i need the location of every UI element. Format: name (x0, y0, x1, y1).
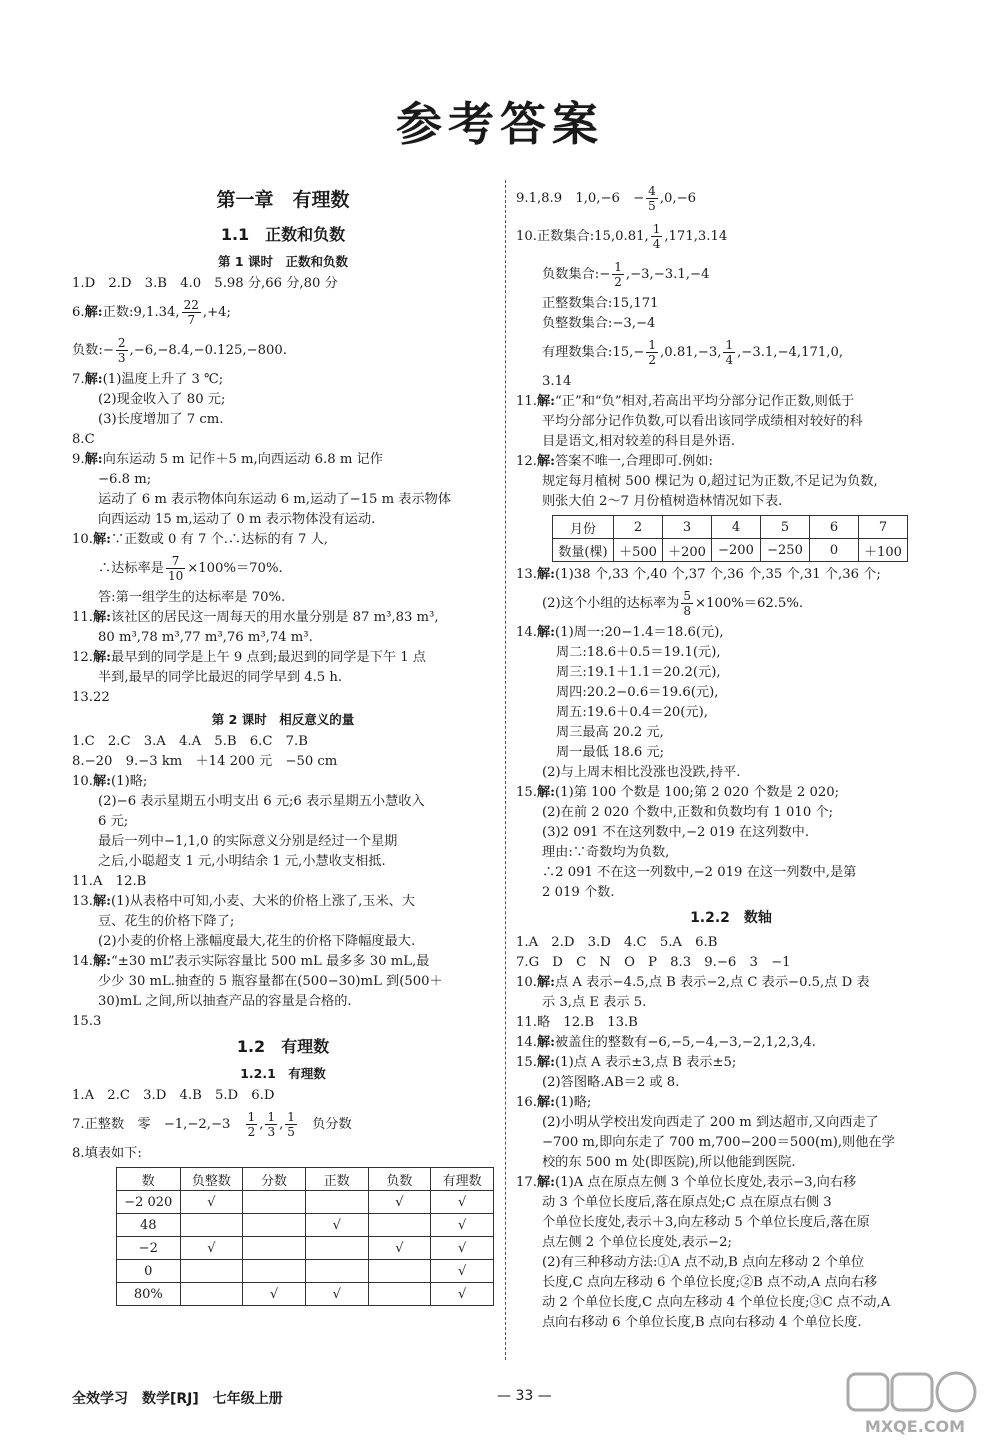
planting-table (552, 515, 908, 562)
table-cell: √ (431, 1283, 494, 1306)
answer-line: 动 3 个单位长度后,落在原点处;C 点在原点右侧 3 (542, 1195, 832, 1210)
table-cell (180, 1283, 243, 1306)
fraction: $\frac{22}{7}$ (183, 298, 199, 327)
table-header-row (553, 516, 908, 539)
answer-line: 30)mL 之间,所以抽查产品的容量是合格的. (98, 994, 352, 1009)
answer-line: 1.A 2.C 3.D 4.B 5.D 6.D (72, 1088, 275, 1103)
answer-line: 负整数集合:−3,−4 (542, 316, 656, 331)
table-cell (243, 1214, 306, 1237)
table-cell (180, 1214, 243, 1237)
watermark-logo (840, 1370, 990, 1440)
answer-line: ∴达标率是 $\frac{7}{10}$ ×100%＝70%. (98, 554, 283, 583)
answer-line: 9.1,8.9 1,0,−6 − $\frac{4}{5}$ ,0,−6 (516, 184, 697, 213)
answer-line: 8.−20 9.−3 km ＋14 200 元 −50 cm (72, 754, 338, 769)
lesson-heading-2: 第 2 课时 相反意义的量 (211, 712, 355, 727)
answer-line: 示 3,点 E 表示 5. (542, 995, 647, 1010)
table-header-cell: 数 (117, 1168, 181, 1191)
table-cell (305, 1191, 368, 1214)
answer-line: −6.8 m; (98, 472, 152, 487)
answer-line: 正整数集合:15,171 (542, 296, 659, 311)
page-title: 参考答案 (396, 97, 604, 151)
answer-line: 15.解:(1)点 A 表示±3,点 B 表示±5; (516, 1055, 737, 1070)
table-header-cell: 正数 (305, 1168, 368, 1191)
answer-line: 10.解:(1)略; (72, 774, 148, 789)
answer-line: 周四:20.2−0.6＝19.6(元), (556, 685, 719, 700)
answer-line: 10.正数集合:15,0.81, $\frac{1}{4}$ ,171,3.14 (516, 222, 728, 251)
answer-line: 17.解:(1)A 点在原点左侧 3 个单位长度处,表示−3,向右移 (516, 1175, 857, 1190)
table-header-cell: 4 (712, 516, 761, 539)
answer-line: 8.C (72, 432, 95, 447)
table-cell: 0 (810, 539, 859, 562)
answer-line: 豆、花生的价格下降了; (98, 914, 235, 929)
table-cell: √ (431, 1260, 494, 1283)
answer-line: 则张大伯 2～7 月份植树造林情况如下表. (542, 494, 783, 509)
table-cell: ＋100 (859, 539, 908, 562)
answer-line: 7.正整数 零 −1,−2,−3 $\frac{1}{2}$ , $\frac{1}{3}$ , $\frac{1}{5}$ 负分数 (72, 1110, 352, 1139)
answer-line: 13.22 (72, 690, 110, 705)
table-cell: √ (431, 1237, 494, 1260)
answer-line: (2)小麦的价格上涨幅度最大,花生的价格下降幅度最大. (98, 934, 416, 949)
book-title: 全效学习 数学[RJ] 七年级上册 (72, 1391, 283, 1407)
fraction: $\frac{1}{2}$ (247, 1110, 256, 1139)
answer-line: (2)这个小组的达标率为 $\frac{5}{8}$ ×100%＝62.5%. (542, 589, 804, 618)
fraction: $\frac{7}{10}$ (167, 554, 184, 583)
answer-line: 个单位长度处,表示＋3,向左移动 5 个单位长度后,落在原 (542, 1215, 870, 1230)
answer-line: 少少 30 mL.抽查的 5 瓶容量都在(500−30)mL 到(500＋ (98, 974, 443, 989)
answer-line: 15.3 (72, 1014, 102, 1029)
answer-line: (2)在前 2 020 个数中,正数和负数均有 1 010 个; (542, 805, 834, 820)
answer-line: (2)答图略.AB＝2 或 8. (542, 1075, 680, 1090)
answer-line: 11.A 12.B (72, 874, 147, 889)
answer-line: 16.解:(1)略; (516, 1095, 592, 1110)
table-cell (305, 1237, 368, 1260)
answer-line: 周三最高 20.2 元, (556, 725, 664, 740)
answer-line: 9.解:向东运动 5 m 记作＋5 m,向西运动 6.8 m 记作 (72, 452, 383, 467)
section-heading-1-2: 1.2 有理数 (236, 1037, 330, 1056)
answer-line: (2)现金收入了 80 元; (98, 392, 226, 407)
answer-line: 答:第一组学生的达标率是 70%. (98, 590, 286, 605)
table-header-cell: 7 (859, 516, 908, 539)
answer-line: 11.略 12.B 13.B (516, 1015, 638, 1030)
left-column (72, 180, 494, 1309)
table-header-cell: 月份 (553, 516, 614, 539)
table-header-cell: 负数 (368, 1168, 431, 1191)
classification-table (116, 1167, 494, 1306)
table-cell: −2 (117, 1237, 181, 1260)
answer-line: 7.G D C N O P 8.3 9.−6 3 −1 (516, 955, 791, 970)
table-row (117, 1214, 494, 1237)
table-cell: √ (431, 1214, 494, 1237)
table-row (117, 1283, 494, 1306)
fraction: $\frac{1}{2}$ (614, 260, 622, 289)
section-heading-1-1: 1.1 正数和负数 (220, 225, 346, 244)
table-cell: ＋500 (614, 539, 663, 562)
table-row (117, 1237, 494, 1260)
subsection-heading-1-2-2: 1.2.2 数轴 (690, 910, 772, 926)
answer-line: 最后一列中−1,1,0 的实际意义分别是经过一个星期 (98, 834, 398, 849)
answer-line: (3)2 091 不在这列数中,−2 019 在这列数中. (542, 825, 810, 840)
answer-line: 向西运动 15 m,运动了 0 m 表示物体没有运动. (98, 512, 376, 527)
answer-line: 6 元; (98, 814, 129, 829)
table-cell (243, 1191, 306, 1214)
table-cell (368, 1283, 431, 1306)
table-cell: 48 (117, 1214, 181, 1237)
table-cell: √ (305, 1283, 368, 1306)
answer-line: 14.解:被盖住的整数有−6,−5,−4,−3,−2,1,2,3,4. (516, 1035, 816, 1050)
table-header-cell: 2 (614, 516, 663, 539)
table-row (553, 539, 908, 562)
right-column (516, 180, 946, 1333)
fraction: $\frac{2}{3}$ (117, 336, 126, 365)
answer-line: 1.D 2.D 3.B 4.0 5.98 分,66 分,80 分 (72, 276, 338, 291)
answer-line: 14.解:“±30 mL”表示实际容量比 500 mL 最多多 30 mL,最 (72, 954, 430, 969)
answer-line: −700 m,即向东走了 700 m,700−200＝500(m),则他在学 (542, 1135, 895, 1150)
answer-line: (3)长度增加了 7 cm. (98, 412, 224, 427)
answer-line: 目是语文,相对较差的科目是外语. (542, 434, 736, 449)
answer-line: (2)小明从学校出发向西走了 200 m 到达超市,又向西走了 (542, 1115, 879, 1130)
answer-line: 点左侧 2 个单位长度处,表示−2; (542, 1235, 732, 1250)
fraction: $\frac{5}{8}$ (683, 589, 692, 618)
answer-line: 1.C 2.C 3.A 4.A 5.B 6.C 7.B (72, 734, 308, 749)
table-cell: −250 (761, 539, 810, 562)
answer-line: 12.解:答案不唯一,合理即可.例如: (516, 454, 713, 469)
answer-line: 周五:19.6＋0.4＝20(元), (556, 705, 708, 720)
table-cell: √ (431, 1191, 494, 1214)
answer-line: 有理数集合:15,− $\frac{1}{2}$ ,0.81,−3, $\frac{1}{4}$ ,−3.1,−4,171,0, (542, 338, 844, 367)
page-footer (72, 1388, 952, 1412)
answer-line: 11.解:该社区的居民这一周每天的用水量分别是 87 m³,83 m³, (72, 610, 439, 625)
answer-line: 6.解:正数:9,1.34, $\frac{22}{7}$ ,+4; (72, 298, 231, 327)
answer-line: 10.解:∵正数或 0 有 7 个.∴达标的有 7 人, (72, 532, 329, 547)
table-cell: −2 020 (117, 1191, 181, 1214)
table-cell (368, 1214, 431, 1237)
table-cell: 数量(棵) (553, 539, 614, 562)
table-cell (243, 1260, 306, 1283)
table-header-row (117, 1168, 494, 1191)
fraction: $\frac{1}{2}$ (648, 338, 657, 367)
table-header-cell: 3 (663, 516, 712, 539)
table-cell: ＋200 (663, 539, 712, 562)
table-cell: √ (180, 1191, 243, 1214)
answer-line: 规定每月植树 500 棵记为 0,超过记为正数,不足记为负数, (542, 474, 878, 489)
table-row (117, 1191, 494, 1214)
table-header-cell: 6 (810, 516, 859, 539)
answer-line: 7.解:(1)温度上升了 3 ℃; (72, 372, 224, 387)
table-cell: −200 (712, 539, 761, 562)
answer-line: 10.解:点 A 表示−4.5,点 B 表示−2,点 C 表示−0.5,点 D 表 (516, 975, 870, 990)
answer-line: 3.14 (542, 374, 572, 389)
table-cell: √ (368, 1191, 431, 1214)
answer-line: 11.解:“正”和“负”相对,若高出平均分部分记作正数,则低于 (516, 394, 855, 409)
answer-line: 14.解:(1)周一:20−1.4＝18.6(元), (516, 625, 724, 640)
fraction: $\frac{1}{5}$ (287, 1110, 295, 1139)
answer-line: 半到,最早的同学比最迟的同学早到 4.5 h. (98, 670, 343, 685)
table-cell: √ (243, 1283, 306, 1306)
table-header-cell: 5 (761, 516, 810, 539)
answer-line: (2)有三种移动方法:①A 点不动,B 点向左移动 2 个单位 (542, 1255, 865, 1270)
answer-line: 理由:∵奇数均为负数, (542, 845, 670, 860)
fraction: $\frac{1}{3}$ (267, 1110, 276, 1139)
lesson-heading-1: 第 1 课时 正数和负数 (218, 254, 348, 269)
answer-line: 80 m³,78 m³,77 m³,76 m³,74 m³. (98, 630, 313, 645)
table-cell: 80% (117, 1283, 181, 1306)
answer-line: 13.解:(1)从表格中可知,小麦、大米的价格上涨了,玉米、大 (72, 894, 416, 909)
answer-line: 负数集合:− $\frac{1}{2}$ ,−3,−3.1,−4 (542, 260, 710, 289)
answer-line: 12.解:最早到的同学是上午 9 点到;最迟到的同学是下午 1 点 (72, 650, 426, 665)
table-cell: √ (305, 1214, 368, 1237)
answer-line: 周二:18.6＋0.5＝19.1(元), (556, 645, 721, 660)
table-cell: √ (180, 1237, 243, 1260)
answer-line: 周三:19.1＋1.1＝20.2(元), (556, 665, 721, 680)
answer-line: (2)与上周末相比没涨也没跌,持平. (542, 765, 741, 780)
subsection-heading-1-2-1: 1.2.1 有理数 (240, 1066, 326, 1081)
answer-line: (2)−6 表示星期五小明支出 6 元;6 表示星期五小慧收入 (98, 794, 425, 809)
answer-line: 点向右移动 6 个单位长度,B 点向右移动 4 个单位长度. (542, 1315, 862, 1330)
table-cell (243, 1237, 306, 1260)
svg-text:MXQE.COM: MXQE.COM (864, 1417, 966, 1436)
page-number: — 33 — (497, 1388, 552, 1404)
table-cell (368, 1260, 431, 1283)
table-header-cell: 有理数 (431, 1168, 494, 1191)
answer-line: 运动了 6 m 表示物体向东运动 6 m,运动了−15 m 表示物体 (98, 492, 452, 507)
answer-line: 2 019 个数. (542, 885, 615, 900)
table-cell: 0 (117, 1260, 181, 1283)
answer-line: 动 2 个单位长度,C 点向左移动 4 个单位长度;③C 点不动,A (542, 1295, 891, 1310)
chapter-heading: 第一章 有理数 (216, 189, 350, 211)
table-row (117, 1260, 494, 1283)
answer-line: 负数:− $\frac{2}{3}$ ,−6,−8.4,−0.125,−800. (72, 336, 287, 365)
answer-line: 15.解:(1)第 100 个数是 100;第 2 020 个数是 2 020; (516, 785, 840, 800)
table-cell (305, 1260, 368, 1283)
answer-line: 之后,小聪超支 1 元,小明结余 1 元,小慧收支相抵. (98, 854, 386, 869)
column-divider (505, 180, 506, 1360)
answer-line: ∴2 091 不在这一列数中,−2 019 在这一列数中,是第 (542, 865, 857, 880)
answer-line: 13.解:(1)38 个,33 个,40 个,37 个,36 个,35 个,31 个,36 个; (516, 567, 881, 582)
answer-line: 校的东 500 m 处(即医院),所以他能到医院. (542, 1155, 796, 1170)
fraction: $\frac{1}{4}$ (725, 338, 734, 367)
answer-line: 平均分部分记作负数,可以看出该同学成绩相对较好的科 (542, 414, 863, 429)
answer-line: 长度,C 点向左移动 6 个单位长度;②B 点不动,A 点向右移 (542, 1275, 878, 1290)
answer-line: 8.填表如下: (72, 1146, 142, 1161)
answer-line: 周一最低 18.6 元; (556, 745, 665, 760)
table-cell: √ (368, 1237, 431, 1260)
table-header-cell: 分数 (243, 1168, 306, 1191)
table-cell (180, 1260, 243, 1283)
fraction: $\frac{1}{4}$ (652, 222, 661, 251)
fraction: $\frac{4}{5}$ (648, 184, 656, 213)
table-header-cell: 负整数 (180, 1168, 243, 1191)
answer-line: 1.A 2.D 3.D 4.C 5.A 6.B (516, 935, 718, 950)
